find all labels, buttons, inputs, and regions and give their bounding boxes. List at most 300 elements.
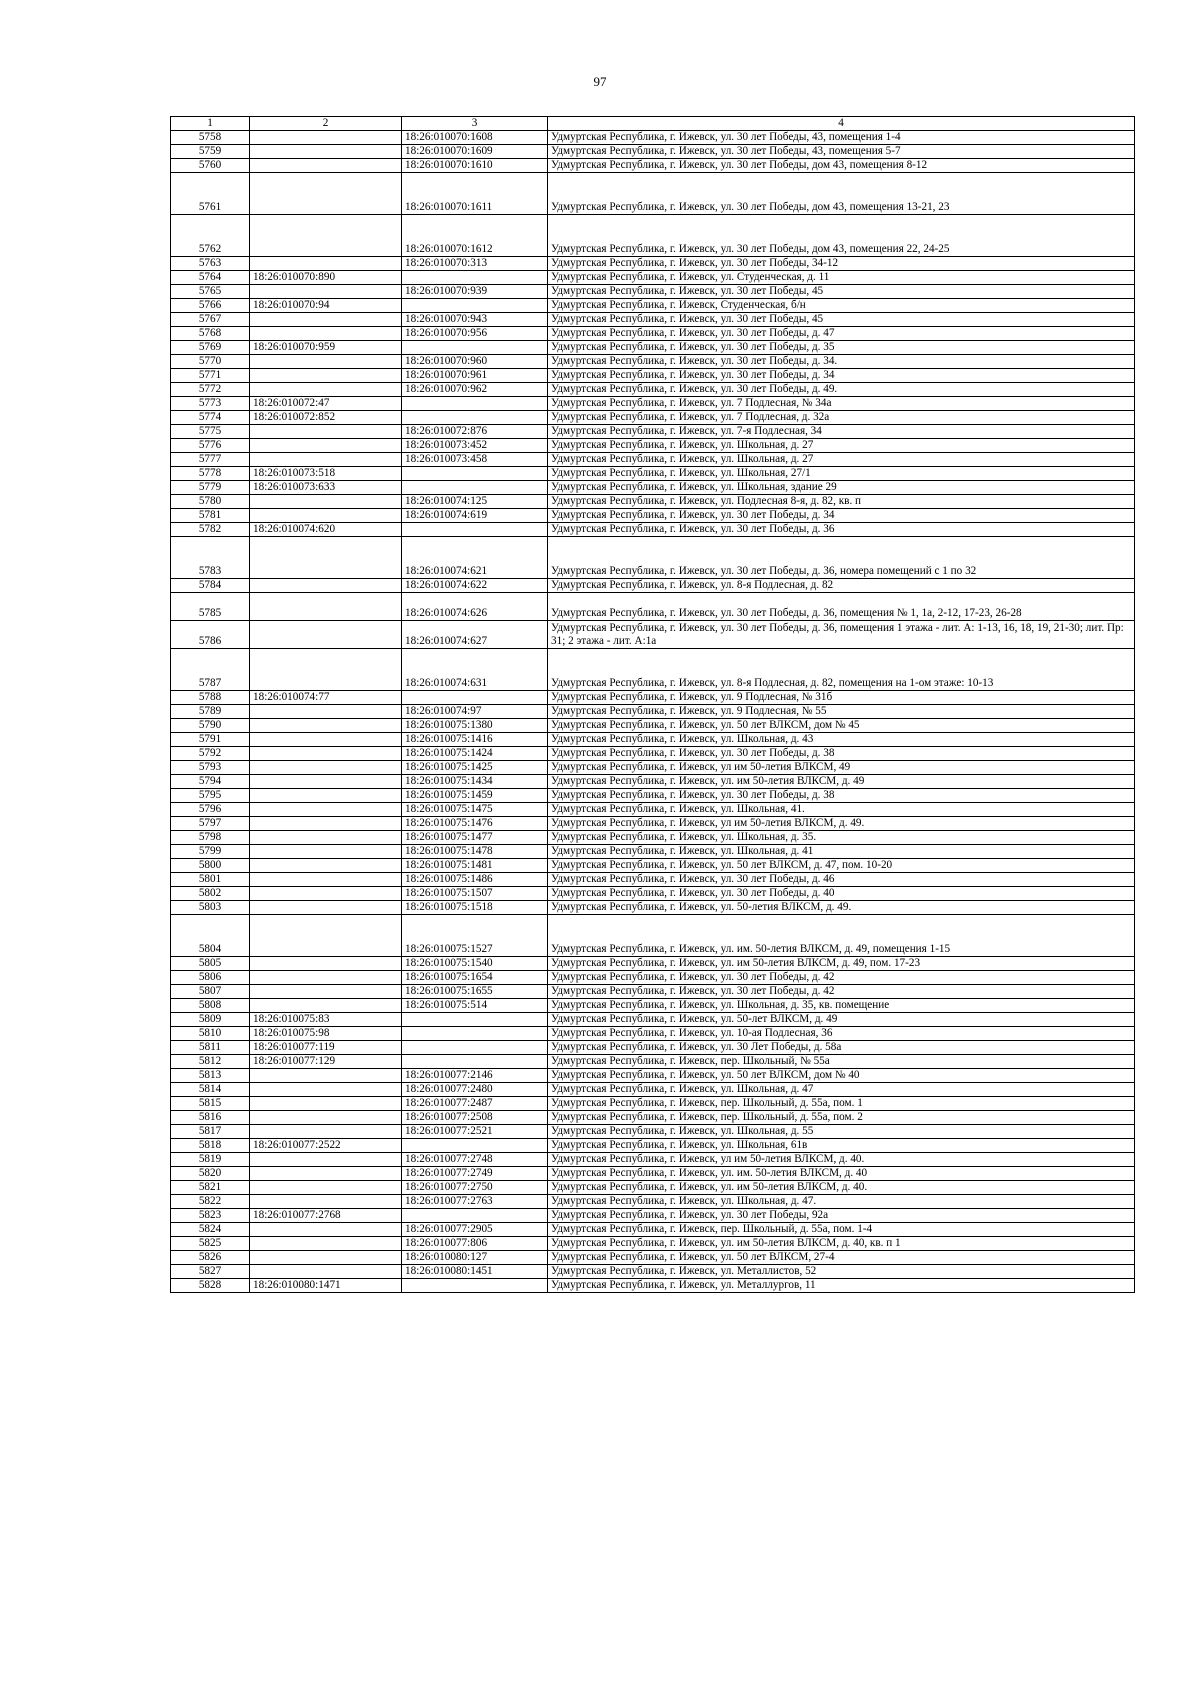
table-row xyxy=(171,397,1135,411)
table-row xyxy=(171,467,1135,481)
row-number-cell: 5781 xyxy=(171,509,250,523)
building-cadastral-cell xyxy=(402,1139,548,1153)
building-cadastral-cell xyxy=(402,411,548,425)
row-number-cell: 5773 xyxy=(171,397,250,411)
building-cadastral-cell: 18:26:010077:2748 xyxy=(402,1153,548,1167)
row-number-cell: 5786 xyxy=(171,621,250,649)
address-cell: Удмуртская Республика, г. Ижевск, ул. им 50-летия ВЛКСМ, д. 49 xyxy=(548,775,1135,789)
row-number-cell: 5767 xyxy=(171,313,250,327)
building-cadastral-cell xyxy=(402,271,548,285)
building-cadastral-cell xyxy=(402,1013,548,1027)
cadastral-number-cell xyxy=(250,579,402,593)
cadastral-number-cell xyxy=(250,775,402,789)
cadastral-number-cell xyxy=(250,369,402,383)
address-cell: Удмуртская Республика, г. Ижевск, ул. 30 лет Победы, дом 43, помещения 8-12 xyxy=(548,159,1135,173)
address-cell: Удмуртская Республика, г. Ижевск, ул. 7-я Подлесная, 34 xyxy=(548,425,1135,439)
cadastral-number-cell xyxy=(250,131,402,145)
address-cell: Удмуртская Республика, г. Ижевск, ул. Школьная, д. 35, кв. помещение xyxy=(548,999,1135,1013)
address-cell: Удмуртская Республика, г. Ижевск, ул. Школьная, 61в xyxy=(548,1139,1135,1153)
cadastral-number-cell xyxy=(250,1265,402,1279)
cadastral-number-cell xyxy=(250,439,402,453)
row-number-cell: 5819 xyxy=(171,1153,250,1167)
table-row xyxy=(171,1153,1135,1167)
row-number-cell: 5763 xyxy=(171,257,250,271)
address-cell: Удмуртская Республика, г. Ижевск, ул. Металлистов, 52 xyxy=(548,1265,1135,1279)
building-cadastral-cell: 18:26:010070:1611 xyxy=(402,173,548,215)
row-number-cell: 5770 xyxy=(171,355,250,369)
table-row xyxy=(171,383,1135,397)
row-number-cell: 5806 xyxy=(171,971,250,985)
table-body xyxy=(171,131,1135,1293)
row-number-cell: 5814 xyxy=(171,1083,250,1097)
building-cadastral-cell: 18:26:010080:1451 xyxy=(402,1265,548,1279)
cadastral-number-cell xyxy=(250,957,402,971)
cadastral-number-cell xyxy=(250,215,402,257)
table-row xyxy=(171,285,1135,299)
address-cell: Удмуртская Республика, г. Ижевск, ул. 30 лет Победы, 45 xyxy=(548,285,1135,299)
row-number-cell: 5803 xyxy=(171,901,250,915)
building-cadastral-cell: 18:26:010077:2146 xyxy=(402,1069,548,1083)
row-number-cell: 5760 xyxy=(171,159,250,173)
cadastral-number-cell: 18:26:010077:2768 xyxy=(250,1209,402,1223)
address-cell: Удмуртская Республика, г. Ижевск, ул. Школьная, д. 47 xyxy=(548,1083,1135,1097)
row-number-cell: 5816 xyxy=(171,1111,250,1125)
table-row xyxy=(171,1237,1135,1251)
address-cell: Удмуртская Республика, г. Ижевск, ул. Школьная, здание 29 xyxy=(548,481,1135,495)
table-row xyxy=(171,1069,1135,1083)
address-cell: Удмуртская Республика, г. Ижевск, ул. 30 лет Победы, д. 36 xyxy=(548,523,1135,537)
address-cell: Удмуртская Республика, г. Ижевск, ул. Подлесная 8-я, д. 82, кв. п xyxy=(548,495,1135,509)
table-row xyxy=(171,523,1135,537)
table-row xyxy=(171,1111,1135,1125)
building-cadastral-cell xyxy=(402,1041,548,1055)
address-cell: Удмуртская Республика, г. Ижевск, ул. Школьная, 27/1 xyxy=(548,467,1135,481)
building-cadastral-cell: 18:26:010075:1654 xyxy=(402,971,548,985)
address-cell: Удмуртская Республика, г. Ижевск, ул им 50-летия ВЛКСМ, д. 40. xyxy=(548,1153,1135,1167)
row-number-cell: 5765 xyxy=(171,285,250,299)
row-number-cell: 5792 xyxy=(171,747,250,761)
cadastral-number-cell xyxy=(250,649,402,691)
building-cadastral-cell: 18:26:010077:2763 xyxy=(402,1195,548,1209)
table-row xyxy=(171,1125,1135,1139)
cadastral-number-cell xyxy=(250,509,402,523)
row-number-cell: 5817 xyxy=(171,1125,250,1139)
row-number-cell: 5766 xyxy=(171,299,250,313)
table-row xyxy=(171,481,1135,495)
table-row xyxy=(171,1055,1135,1069)
address-cell: Удмуртская Республика, г. Ижевск, ул. 7 Подлесная, № 34а xyxy=(548,397,1135,411)
cadastral-number-cell xyxy=(250,621,402,649)
cadastral-number-cell xyxy=(250,383,402,397)
row-number-cell: 5758 xyxy=(171,131,250,145)
building-cadastral-cell: 18:26:010075:1425 xyxy=(402,761,548,775)
cadastral-number-cell xyxy=(250,145,402,159)
address-cell: Удмуртская Республика, г. Ижевск, ул. 8-я Подлесная, д. 82, помещения на 1-ом этаже: 10-13 xyxy=(548,649,1135,691)
cadastral-number-cell xyxy=(250,1237,402,1251)
cadastral-number-cell xyxy=(250,803,402,817)
table-row xyxy=(171,1083,1135,1097)
table-row xyxy=(171,215,1135,257)
row-number-cell: 5784 xyxy=(171,579,250,593)
cadastral-number-cell xyxy=(250,971,402,985)
address-cell: Удмуртская Республика, г. Ижевск, ул. 30 лет Победы, д. 46 xyxy=(548,873,1135,887)
building-cadastral-cell: 18:26:010075:1507 xyxy=(402,887,548,901)
table-row xyxy=(171,355,1135,369)
cadastral-number-cell: 18:26:010072:852 xyxy=(250,411,402,425)
building-cadastral-cell: 18:26:010075:1475 xyxy=(402,803,548,817)
address-cell: Удмуртская Республика, г. Ижевск, ул. им 50-летия ВЛКСМ, д. 40, кв. п 1 xyxy=(548,1237,1135,1251)
row-number-cell: 5805 xyxy=(171,957,250,971)
building-cadastral-cell xyxy=(402,1027,548,1041)
building-cadastral-cell: 18:26:010074:621 xyxy=(402,537,548,579)
row-number-cell: 5788 xyxy=(171,691,250,705)
cadastral-number-cell xyxy=(250,1167,402,1181)
row-number-cell: 5793 xyxy=(171,761,250,775)
cadastral-number-cell: 18:26:010070:890 xyxy=(250,271,402,285)
building-cadastral-cell: 18:26:010070:956 xyxy=(402,327,548,341)
cadastral-number-cell: 18:26:010074:620 xyxy=(250,523,402,537)
table-row xyxy=(171,257,1135,271)
cadastral-number-cell xyxy=(250,733,402,747)
address-cell: Удмуртская Республика, г. Ижевск, пер. Школьный, д. 55а, пом. 2 xyxy=(548,1111,1135,1125)
row-number-cell: 5774 xyxy=(171,411,250,425)
row-number-cell: 5796 xyxy=(171,803,250,817)
address-cell: Удмуртская Республика, г. Ижевск, ул. 30 лет Победы, 43, помещения 1-4 xyxy=(548,131,1135,145)
cadastral-number-cell xyxy=(250,313,402,327)
address-cell: Удмуртская Республика, г. Ижевск, ул. 50-лет ВЛКСМ, д. 49 xyxy=(548,1013,1135,1027)
table-row xyxy=(171,145,1135,159)
table-header-row xyxy=(171,117,1135,131)
row-number-cell: 5769 xyxy=(171,341,250,355)
building-cadastral-cell xyxy=(402,467,548,481)
table-row xyxy=(171,1097,1135,1111)
address-cell: Удмуртская Республика, г. Ижевск, ул. Студенческая, д. 11 xyxy=(548,271,1135,285)
row-number-cell: 5812 xyxy=(171,1055,250,1069)
address-cell: Удмуртская Республика, г. Ижевск, ул. 8-я Подлесная, д. 82 xyxy=(548,579,1135,593)
table-row xyxy=(171,873,1135,887)
building-cadastral-cell: 18:26:010070:943 xyxy=(402,313,548,327)
building-cadastral-cell: 18:26:010077:2749 xyxy=(402,1167,548,1181)
building-cadastral-cell xyxy=(402,299,548,313)
cadastral-number-cell xyxy=(250,859,402,873)
building-cadastral-cell: 18:26:010077:2905 xyxy=(402,1223,548,1237)
cadastral-number-cell xyxy=(250,817,402,831)
table-row xyxy=(171,761,1135,775)
row-number-cell: 5815 xyxy=(171,1097,250,1111)
address-cell: Удмуртская Республика, г. Ижевск, ул. Школьная, д. 43 xyxy=(548,733,1135,747)
cadastral-number-cell xyxy=(250,985,402,999)
cadastral-number-cell xyxy=(250,1125,402,1139)
building-cadastral-cell: 18:26:010075:1476 xyxy=(402,817,548,831)
table-row xyxy=(171,747,1135,761)
building-cadastral-cell: 18:26:010075:1486 xyxy=(402,873,548,887)
cadastral-number-cell: 18:26:010077:119 xyxy=(250,1041,402,1055)
address-cell: Удмуртская Республика, г. Ижевск, ул. 30 лет Победы, 92а xyxy=(548,1209,1135,1223)
building-cadastral-cell: 18:26:010070:960 xyxy=(402,355,548,369)
address-cell: Удмуртская Республика, г. Ижевск, ул. 30 лет Победы, д. 34. xyxy=(548,355,1135,369)
building-cadastral-cell xyxy=(402,481,548,495)
row-number-cell: 5797 xyxy=(171,817,250,831)
table-row xyxy=(171,775,1135,789)
cadastral-number-cell xyxy=(250,873,402,887)
building-cadastral-cell xyxy=(402,341,548,355)
address-cell: Удмуртская Республика, г. Ижевск, ул. 30 Лет Победы, д. 58а xyxy=(548,1041,1135,1055)
address-cell: Удмуртская Республика, г. Ижевск, ул. 30 лет Победы, д. 34 xyxy=(548,509,1135,523)
cadastral-number-cell: 18:26:010074:77 xyxy=(250,691,402,705)
address-cell: Удмуртская Республика, г. Ижевск, ул. 30 лет Победы, д. 49. xyxy=(548,383,1135,397)
table-row xyxy=(171,509,1135,523)
address-cell: Удмуртская Республика, г. Ижевск, ул. им 50-летия ВЛКСМ, д. 49, пом. 17-23 xyxy=(548,957,1135,971)
address-cell: Удмуртская Республика, г. Ижевск, ул. 50-летия ВЛКСМ, д. 49. xyxy=(548,901,1135,915)
cadastral-number-cell xyxy=(250,1153,402,1167)
building-cadastral-cell: 18:26:010075:1655 xyxy=(402,985,548,999)
header-col-3: 3 xyxy=(402,117,548,131)
address-cell: Удмуртская Республика, г. Ижевск, пер. Школьный, д. 55а, пом. 1 xyxy=(548,1097,1135,1111)
cadastral-number-cell xyxy=(250,593,402,621)
cadastral-number-cell xyxy=(250,257,402,271)
cadastral-number-cell xyxy=(250,1251,402,1265)
row-number-cell: 5780 xyxy=(171,495,250,509)
address-cell: Удмуртская Республика, г. Ижевск, ул. 50 лет ВЛКСМ, дом № 40 xyxy=(548,1069,1135,1083)
row-number-cell: 5762 xyxy=(171,215,250,257)
table-row xyxy=(171,649,1135,691)
row-number-cell: 5764 xyxy=(171,271,250,285)
building-cadastral-cell: 18:26:010075:1527 xyxy=(402,915,548,957)
table-row xyxy=(171,131,1135,145)
table-row xyxy=(171,845,1135,859)
cadastral-number-cell xyxy=(250,173,402,215)
building-cadastral-cell: 18:26:010074:627 xyxy=(402,621,548,649)
table-row xyxy=(171,453,1135,467)
cadastral-number-cell xyxy=(250,999,402,1013)
address-cell: Удмуртская Республика, г. Ижевск, ул. 30 лет Победы, д. 38 xyxy=(548,747,1135,761)
address-cell: Удмуртская Республика, г. Ижевск, ул. им. 50-летия ВЛКСМ, д. 40 xyxy=(548,1167,1135,1181)
row-number-cell: 5771 xyxy=(171,369,250,383)
cadastral-number-cell: 18:26:010070:94 xyxy=(250,299,402,313)
table-row xyxy=(171,299,1135,313)
building-cadastral-cell: 18:26:010070:1608 xyxy=(402,131,548,145)
address-cell: Удмуртская Республика, г. Ижевск, ул. 30 лет Победы, д. 42 xyxy=(548,971,1135,985)
table-row xyxy=(171,887,1135,901)
building-cadastral-cell: 18:26:010070:962 xyxy=(402,383,548,397)
building-cadastral-cell: 18:26:010077:2480 xyxy=(402,1083,548,1097)
address-cell: Удмуртская Республика, г. Ижевск, ул. 50 лет ВЛКСМ, дом № 45 xyxy=(548,719,1135,733)
cadastral-number-cell: 18:26:010075:98 xyxy=(250,1027,402,1041)
row-number-cell: 5821 xyxy=(171,1181,250,1195)
table-row xyxy=(171,789,1135,803)
row-number-cell: 5775 xyxy=(171,425,250,439)
address-cell: Удмуртская Республика, г. Ижевск, ул. им 50-летия ВЛКСМ, д. 40. xyxy=(548,1181,1135,1195)
table-row xyxy=(171,719,1135,733)
table-row xyxy=(171,537,1135,579)
table-row xyxy=(171,439,1135,453)
cadastral-number-cell xyxy=(250,495,402,509)
table-row xyxy=(171,369,1135,383)
building-cadastral-cell xyxy=(402,397,548,411)
table-row xyxy=(171,593,1135,621)
row-number-cell: 5782 xyxy=(171,523,250,537)
building-cadastral-cell: 18:26:010080:127 xyxy=(402,1251,548,1265)
row-number-cell: 5777 xyxy=(171,453,250,467)
building-cadastral-cell: 18:26:010070:1610 xyxy=(402,159,548,173)
table-row xyxy=(171,1195,1135,1209)
header-col-2: 2 xyxy=(250,117,402,131)
row-number-cell: 5791 xyxy=(171,733,250,747)
building-cadastral-cell: 18:26:010075:1416 xyxy=(402,733,548,747)
table-row xyxy=(171,1139,1135,1153)
cadastral-number-cell xyxy=(250,453,402,467)
cadastral-number-cell xyxy=(250,845,402,859)
building-cadastral-cell: 18:26:010073:458 xyxy=(402,453,548,467)
row-number-cell: 5827 xyxy=(171,1265,250,1279)
row-number-cell: 5761 xyxy=(171,173,250,215)
row-number-cell: 5790 xyxy=(171,719,250,733)
cadastral-number-cell xyxy=(250,1069,402,1083)
address-cell: Удмуртская Республика, г. Ижевск, ул. 30 лет Победы, д. 36, номера помещений с 1 по 32 xyxy=(548,537,1135,579)
building-cadastral-cell: 18:26:010075:1459 xyxy=(402,789,548,803)
table-row xyxy=(171,1013,1135,1027)
row-number-cell: 5779 xyxy=(171,481,250,495)
row-number-cell: 5822 xyxy=(171,1195,250,1209)
row-number-cell: 5795 xyxy=(171,789,250,803)
address-cell: Удмуртская Республика, г. Ижевск, ул. Школьная, д. 47. xyxy=(548,1195,1135,1209)
row-number-cell: 5778 xyxy=(171,467,250,481)
row-number-cell: 5759 xyxy=(171,145,250,159)
cadastral-number-cell xyxy=(250,327,402,341)
cadastral-number-cell: 18:26:010077:2522 xyxy=(250,1139,402,1153)
row-number-cell: 5809 xyxy=(171,1013,250,1027)
header-col-1: 1 xyxy=(171,117,250,131)
cadastral-number-cell xyxy=(250,1083,402,1097)
building-cadastral-cell: 18:26:010077:2487 xyxy=(402,1097,548,1111)
table-row xyxy=(171,579,1135,593)
building-cadastral-cell: 18:26:010075:1380 xyxy=(402,719,548,733)
table-row xyxy=(171,1251,1135,1265)
address-cell: Удмуртская Республика, г. Ижевск, ул. Металлургов, 11 xyxy=(548,1279,1135,1293)
building-cadastral-cell xyxy=(402,1055,548,1069)
table-row xyxy=(171,271,1135,285)
table-row xyxy=(171,831,1135,845)
table-row xyxy=(171,733,1135,747)
row-number-cell: 5776 xyxy=(171,439,250,453)
row-number-cell: 5799 xyxy=(171,845,250,859)
row-number-cell: 5783 xyxy=(171,537,250,579)
registry-table xyxy=(170,116,1135,1293)
address-cell: Удмуртская Республика, г. Ижевск, ул. 9 Подлесная, № 31б xyxy=(548,691,1135,705)
building-cadastral-cell: 18:26:010074:97 xyxy=(402,705,548,719)
row-number-cell: 5811 xyxy=(171,1041,250,1055)
address-cell: Удмуртская Республика, г. Ижевск, ул. Школьная, д. 27 xyxy=(548,453,1135,467)
row-number-cell: 5825 xyxy=(171,1237,250,1251)
cadastral-number-cell xyxy=(250,1181,402,1195)
building-cadastral-cell: 18:26:010075:1478 xyxy=(402,845,548,859)
table-row xyxy=(171,915,1135,957)
building-cadastral-cell xyxy=(402,523,548,537)
building-cadastral-cell: 18:26:010074:622 xyxy=(402,579,548,593)
cadastral-number-cell xyxy=(250,1111,402,1125)
cadastral-number-cell xyxy=(250,831,402,845)
address-cell: Удмуртская Республика, г. Ижевск, ул. 30 лет Победы, дом 43, помещения 13-21, 23 xyxy=(548,173,1135,215)
row-number-cell: 5828 xyxy=(171,1279,250,1293)
address-cell: Удмуртская Республика, г. Ижевск, ул. 30 лет Победы, д. 34 xyxy=(548,369,1135,383)
table-row xyxy=(171,999,1135,1013)
cadastral-number-cell xyxy=(250,285,402,299)
table-row xyxy=(171,705,1135,719)
cadastral-number-cell: 18:26:010073:518 xyxy=(250,467,402,481)
table-row xyxy=(171,327,1135,341)
table-row xyxy=(171,1167,1135,1181)
table-row xyxy=(171,817,1135,831)
row-number-cell: 5800 xyxy=(171,859,250,873)
table-row xyxy=(171,1209,1135,1223)
address-cell: Удмуртская Республика, г. Ижевск, ул. Школьная, д. 41 xyxy=(548,845,1135,859)
address-cell: Удмуртская Республика, г. Ижевск, ул. Школьная, 41. xyxy=(548,803,1135,817)
table-row xyxy=(171,1181,1135,1195)
cadastral-number-cell xyxy=(250,425,402,439)
address-cell: Удмуртская Республика, г. Ижевск, ул. им. 50-летия ВЛКСМ, д. 49, помещения 1-15 xyxy=(548,915,1135,957)
building-cadastral-cell: 18:26:010070:1609 xyxy=(402,145,548,159)
address-cell: Удмуртская Республика, г. Ижевск, Студенческая, б/н xyxy=(548,299,1135,313)
address-cell: Удмуртская Республика, г. Ижевск, ул. 10-ая Подлесная, 36 xyxy=(548,1027,1135,1041)
address-cell: Удмуртская Республика, г. Ижевск, пер. Школьный, № 55а xyxy=(548,1055,1135,1069)
address-cell: Удмуртская Республика, г. Ижевск, ул. 50 лет ВЛКСМ, д. 47, пом. 10-20 xyxy=(548,859,1135,873)
cadastral-number-cell xyxy=(250,789,402,803)
address-cell: Удмуртская Республика, г. Ижевск, ул. 9 Подлесная, № 55 xyxy=(548,705,1135,719)
building-cadastral-cell: 18:26:010074:626 xyxy=(402,593,548,621)
address-cell: Удмуртская Республика, г. Ижевск, ул. 50 лет ВЛКСМ, 27-4 xyxy=(548,1251,1135,1265)
cadastral-number-cell: 18:26:010072:47 xyxy=(250,397,402,411)
building-cadastral-cell xyxy=(402,691,548,705)
table-row xyxy=(171,901,1135,915)
page-number: 97 xyxy=(593,74,607,89)
table-row xyxy=(171,803,1135,817)
row-number-cell: 5804 xyxy=(171,915,250,957)
address-cell: Удмуртская Республика, г. Ижевск, ул. 30 лет Победы, д. 36, помещения № 1, 1а, 2-12, 17-23, 26-28 xyxy=(548,593,1135,621)
address-cell: Удмуртская Республика, г. Ижевск, ул. 30 лет Победы, 43, помещения 5-7 xyxy=(548,145,1135,159)
table-row xyxy=(171,957,1135,971)
table-row xyxy=(171,691,1135,705)
building-cadastral-cell: 18:26:010070:313 xyxy=(402,257,548,271)
address-cell: Удмуртская Республика, г. Ижевск, ул. 30 лет Победы, д. 47 xyxy=(548,327,1135,341)
cadastral-number-cell xyxy=(250,1097,402,1111)
address-cell: Удмуртская Республика, г. Ижевск, ул. 30 лет Победы, д. 36, помещения 1 этажа - лит. А: 1-13, 16, 18, 19, 21-30; лит. Пр: 31; 2 этажа - лит. А:1а xyxy=(548,621,1135,649)
table-row xyxy=(171,411,1135,425)
row-number-cell: 5802 xyxy=(171,887,250,901)
cadastral-number-cell xyxy=(250,761,402,775)
address-cell: Удмуртская Республика, г. Ижевск, ул. 30 лет Победы, д. 38 xyxy=(548,789,1135,803)
address-cell: Удмуртская Республика, г. Ижевск, ул. 7 Подлесная, д. 32а xyxy=(548,411,1135,425)
cadastral-number-cell: 18:26:010070:959 xyxy=(250,341,402,355)
header-col-4: 4 xyxy=(548,117,1135,131)
building-cadastral-cell: 18:26:010070:939 xyxy=(402,285,548,299)
building-cadastral-cell: 18:26:010077:2750 xyxy=(402,1181,548,1195)
building-cadastral-cell: 18:26:010075:1540 xyxy=(402,957,548,971)
table-row xyxy=(171,1223,1135,1237)
address-cell: Удмуртская Республика, г. Ижевск, ул. 30 лет Победы, д. 35 xyxy=(548,341,1135,355)
address-cell: Удмуртская Республика, г. Ижевск, ул. 30 лет Победы, 45 xyxy=(548,313,1135,327)
row-number-cell: 5787 xyxy=(171,649,250,691)
building-cadastral-cell: 18:26:010072:876 xyxy=(402,425,548,439)
table-row xyxy=(171,341,1135,355)
row-number-cell: 5820 xyxy=(171,1167,250,1181)
row-number-cell: 5813 xyxy=(171,1069,250,1083)
building-cadastral-cell: 18:26:010075:514 xyxy=(402,999,548,1013)
row-number-cell: 5810 xyxy=(171,1027,250,1041)
building-cadastral-cell: 18:26:010077:2508 xyxy=(402,1111,548,1125)
building-cadastral-cell: 18:26:010075:1518 xyxy=(402,901,548,915)
table-row xyxy=(171,1041,1135,1055)
table-row xyxy=(171,985,1135,999)
